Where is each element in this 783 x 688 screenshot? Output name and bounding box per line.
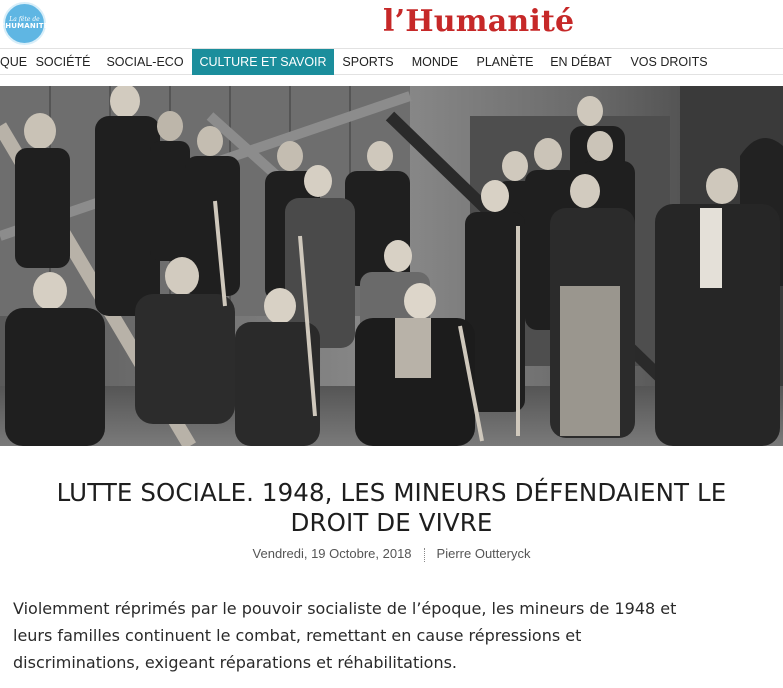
article-date: Vendredi, 19 Octobre, 2018 [252,546,412,561]
nav-item-sports[interactable]: SPORTS [342,55,394,69]
article-lead-line-2: leurs familles continuent le combat, remettant en cause répressions et [13,626,582,645]
nav-item-vos-droits[interactable]: VOS DROITS [630,55,708,69]
site-header [0,0,783,48]
article-lead-line-3: discriminations, exigeant réparations et réhabilitations. [13,653,458,672]
nav-item-en-debat[interactable]: EN DÉBAT [550,55,612,69]
article-meta [0,546,783,562]
main-nav [0,48,783,75]
fete-humanite-badge[interactable] [0,2,49,45]
article-title-line-2: DROIT DE VIVRE [290,508,493,537]
nav-item-societe[interactable]: SOCIÉTÉ [35,55,91,69]
site-logo[interactable]: l’Humanité [383,4,575,39]
article-title-line-1: LUTTE SOCIALE. 1948, LES MINEURS DÉFENDAIENT LE [56,478,727,507]
meta-separator [424,548,425,562]
nav-item-monde[interactable]: MONDE [411,55,459,69]
article-author[interactable]: Pierre Outteryck [436,546,531,561]
nav-item-culture-et-savoir[interactable]: CULTURE ET SAVOIR [192,49,334,75]
nav-item-planete[interactable]: PLANÈTE [476,55,534,69]
badge-big-text: l'HUMANITÉ [0,22,49,30]
article-lead-line-1: Violemment réprimés par le pouvoir socialiste de l’époque, les mineurs de 1948 et [13,599,677,618]
badge-small-text: La fête de [9,16,40,23]
article-title [0,478,783,538]
article-lead [13,595,753,676]
nav-item-social-eco[interactable]: SOCIAL-ECO [106,55,184,69]
article-photo-miners[interactable] [0,86,783,446]
nav-item-partial[interactable]: QUE [0,55,28,69]
